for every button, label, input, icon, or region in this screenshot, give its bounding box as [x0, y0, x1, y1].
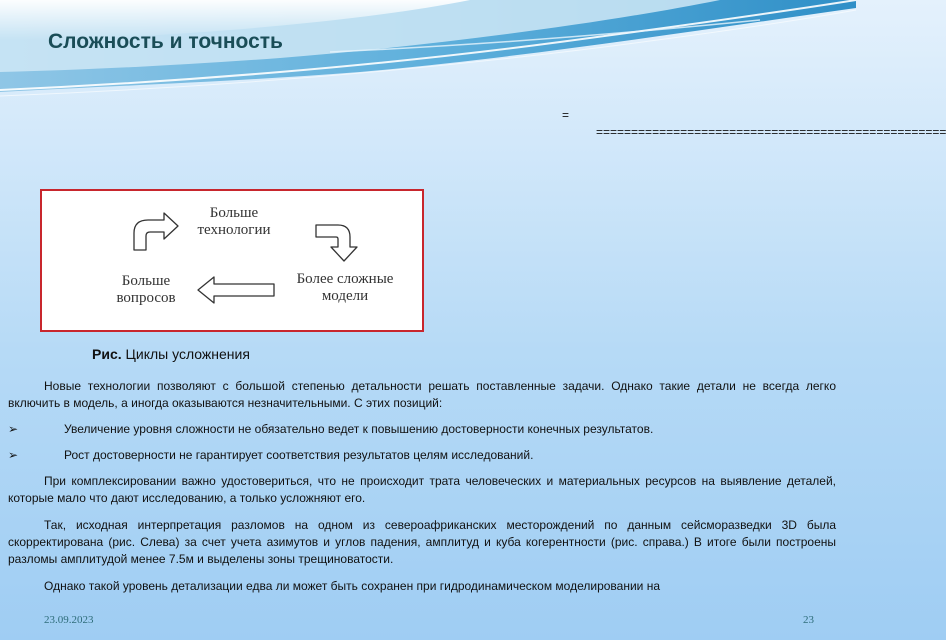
paragraph-integration: При комплексировании важно удостовериться, что не происходит трата человеческих и материальных ресурсов на выявление деталей, которые мало что дают исследованию, а только усложняют его. — [8, 474, 836, 505]
bullet-item-complexity: ➢ Увеличение уровня сложности не обязательно ведет к повышению достоверности конечных результатов. — [8, 422, 654, 436]
bullet-arrow-icon: ➢ — [8, 422, 19, 436]
label-more-technology: Больше технологии — [197, 205, 271, 238]
curved-arrow-right-down-icon — [316, 225, 357, 261]
figure-caption — [92, 346, 250, 362]
bullet-item-reliability: ➢ Рост достоверности не гарантирует соответствия результатов целям исследований. — [8, 448, 534, 462]
paragraph-detail-level: Однако такой уровень детализации едва ли может быть сохранен при гидродинамическом моделировании на — [44, 579, 661, 593]
curved-arrow-up-right-icon — [134, 213, 178, 250]
arrow-left-icon — [198, 277, 274, 303]
paragraph-new-technologies: Новые технологии позволяют с большой степенью детальности решать поставленные задачи. Однако такие детали не всегда легко включить в модель, а иногда оказываются незначительными. С этих позиций: — [8, 379, 836, 410]
footer-date: 23.09.2023 — [44, 614, 94, 626]
paragraph-fault-interpretation: Так, исходная интерпретация разломов на одном из североафриканских месторождений по данным сейсморазведки 3D была скорректирована (рис. Слева) за счет учета азимутов и углов падения, амплитуд и куба когерентности (рис. справа.) В итоге были построены разломы амплитудой менее 7.5м и выделены зоны трещиноватости. — [8, 518, 836, 566]
label-more-questions: Больше вопросов — [116, 273, 176, 306]
label-more-complex-models: Более сложные модели — [296, 271, 394, 304]
figure-caption-text: Циклы усложнения — [121, 346, 250, 362]
complexity-cycle-figure — [40, 189, 424, 332]
equals-divider-line: ================================================== — [596, 125, 946, 139]
header-wave-decoration — [0, 0, 856, 110]
slide-title: Сложность и точность — [48, 30, 283, 53]
page-number: 23 — [803, 614, 814, 626]
stray-equals-sign: = — [562, 108, 570, 122]
slide-body — [0, 378, 836, 595]
bullet-arrow-icon: ➢ — [8, 448, 19, 462]
figure-caption-prefix: Рис. — [92, 346, 122, 362]
